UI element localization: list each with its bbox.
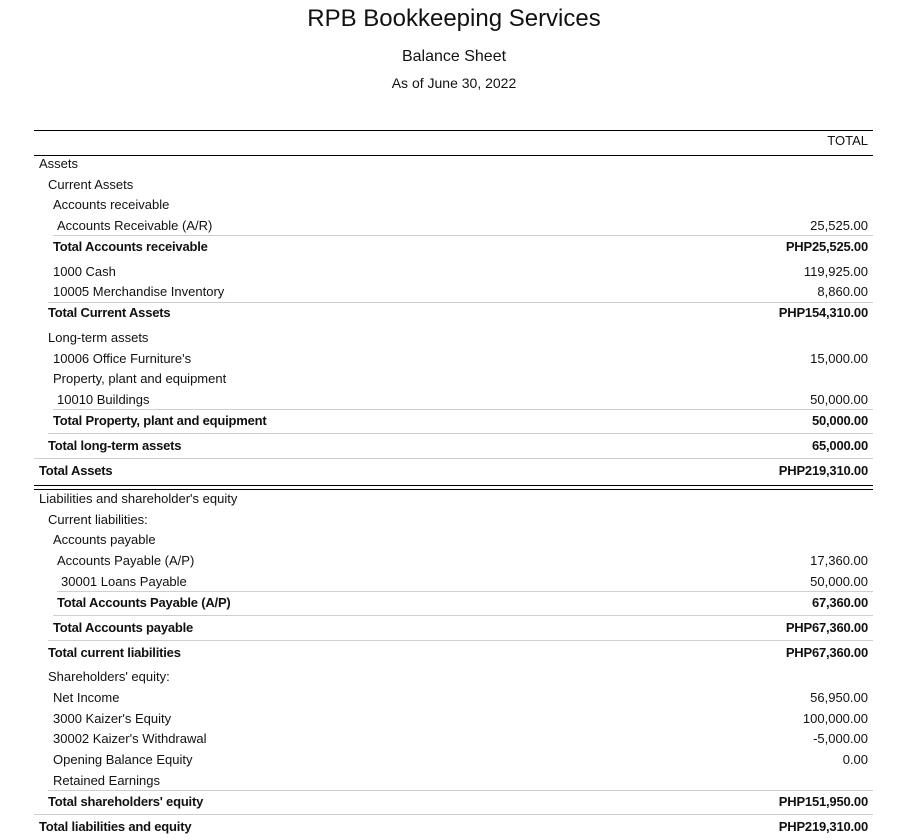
row-label: 10006 Office Furniture's [53,351,192,366]
row-label: Total Property, plant and equipment [53,413,267,428]
row-amount: 50,000.00 [811,413,868,428]
row-amount: PHP219,310.00 [778,819,868,834]
row-separator [53,615,873,616]
row-label: 30002 Kaizer's Withdrawal [53,731,207,746]
row-separator [48,433,873,434]
row-separator [48,640,873,641]
header-bottom-rule [34,155,873,156]
row-separator [48,790,873,791]
row-separator [53,409,873,410]
row-amount: 65,000.00 [811,438,868,453]
row-label: Current Assets [48,177,134,192]
row-label: Total current liabilities [48,645,181,660]
row-amount: 56,950.00 [810,690,868,705]
row-label: Assets [39,156,79,171]
row-label: Total Accounts payable [53,620,194,635]
row-separator [34,458,873,459]
row-label: Total long-term assets [48,438,182,453]
row-label: 10005 Merchandise Inventory [53,284,225,299]
row-amount: PHP25,525.00 [785,239,868,254]
report-date: As of June 30, 2022 [391,75,517,91]
row-amount: PHP67,360.00 [785,620,868,635]
row-separator [53,235,873,236]
row-label: Liabilities and shareholder's equity [39,491,238,506]
row-amount: 50,000.00 [810,392,868,407]
row-amount: 17,360.00 [810,553,868,568]
row-amount: 15,000.00 [810,351,868,366]
row-amount: PHP154,310.00 [778,305,868,320]
row-label: Total Assets [39,463,113,478]
row-amount: 67,360.00 [811,595,868,610]
row-amount: 119,925.00 [803,264,868,279]
row-amount: -5,000.00 [813,731,868,746]
row-label: Retained Earnings [53,773,160,788]
row-label: Accounts Payable (A/P) [57,553,195,568]
row-label: Total liabilities and equity [39,819,192,834]
column-header-total: TOTAL [827,133,868,148]
row-separator [48,302,873,303]
row-label: Long-term assets [48,330,149,345]
row-label: Total Accounts Payable (A/P) [57,595,231,610]
header-top-rule [34,130,873,131]
row-label: Total shareholders' equity [48,794,204,809]
company-name: RPB Bookkeeping Services [307,5,601,32]
row-amount: 50,000.00 [810,574,868,589]
row-separator [34,814,873,815]
row-label: 1000 Cash [53,264,116,279]
row-label: Property, plant and equipment [53,371,227,386]
row-label: Accounts receivable [53,197,170,212]
row-amount: 8,860.00 [817,284,868,299]
row-label: Accounts Receivable (A/R) [57,218,213,233]
row-label: Total Accounts receivable [53,239,208,254]
row-amount: PHP219,310.00 [778,463,868,478]
report-title: Balance Sheet [401,48,507,65]
row-amount: 0.00 [842,752,868,767]
row-label: Shareholders' equity: [48,669,170,684]
row-amount: PHP151,950.00 [778,794,868,809]
row-label: Opening Balance Equity [53,752,193,767]
row-label: Accounts payable [53,532,156,547]
row-label: 30001 Loans Payable [61,574,187,589]
row-amount: 25,525.00 [810,218,868,233]
row-label: 3000 Kaizer's Equity [53,711,172,726]
double-rule [34,485,873,490]
row-amount: 100,000.00 [802,711,868,726]
row-label: Current liabilities: [48,512,148,527]
row-separator [57,591,873,592]
row-label: Net Income [53,690,120,705]
row-amount: PHP67,360.00 [785,645,868,660]
row-label: 10010 Buildings [57,392,150,407]
row-label: Total Current Assets [48,305,171,320]
